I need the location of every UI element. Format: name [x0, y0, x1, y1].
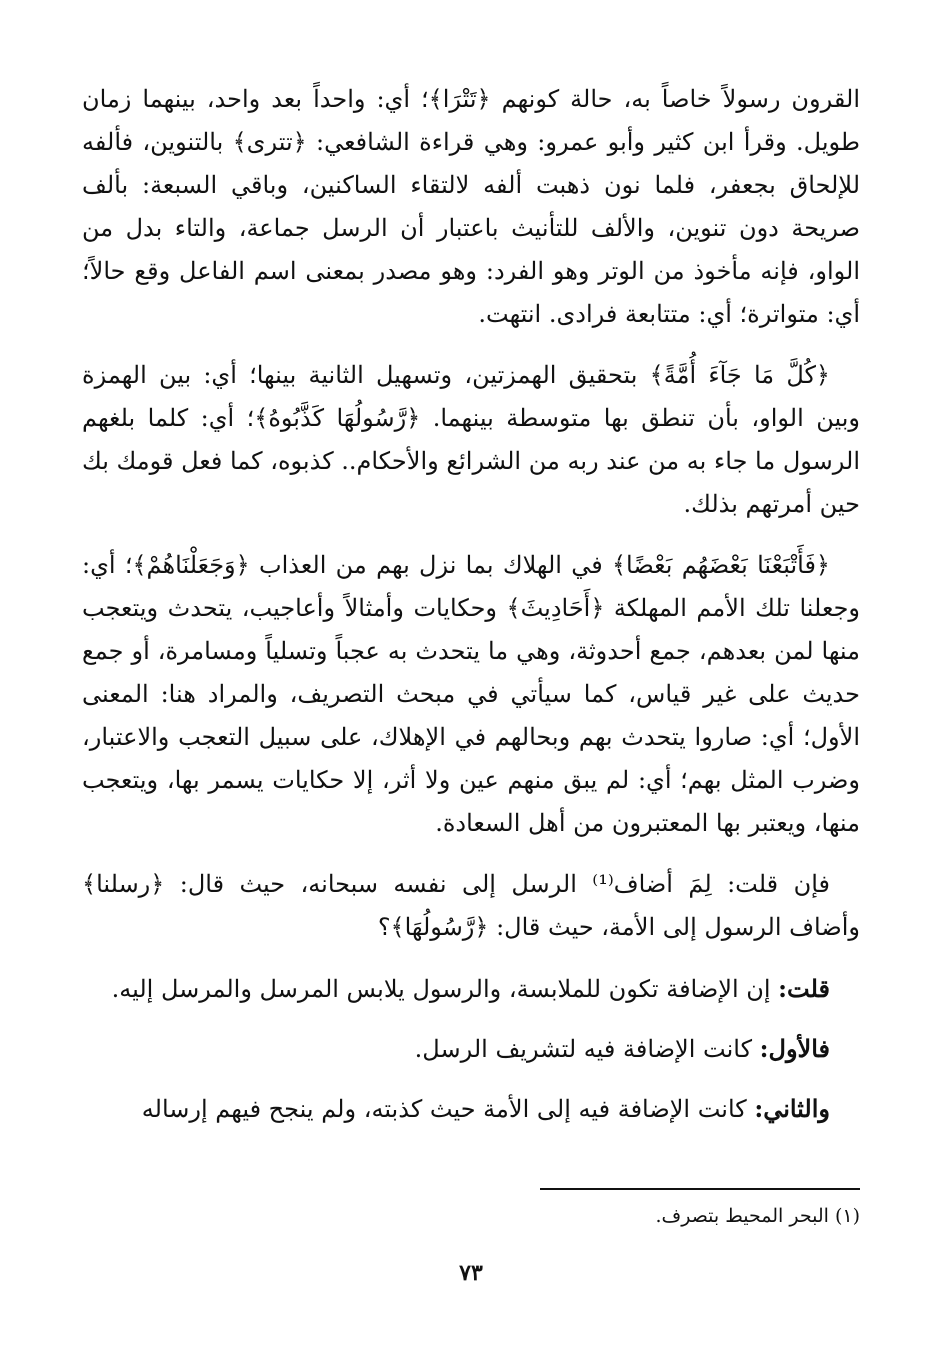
answer-label: قلت:: [778, 974, 830, 1003]
paragraph-fa-atbana: ﴿فَأَتْبَعْنَا بَعْضَهُم بَعْضًا﴾ في الهلاك بما نزل بهم من العذاب ﴿وَجَعَلْنَاهُمْ﴾؛ أي: وجعلنا تلك الأمم المهلكة ﴿أَحَادِيثَ﴾ وحكايات وأمثالاً وأعاجيب، يتحدث ويتعجب منها لمن بعدهم، جمع أحدوثة، وهي ما يتحدث به عجباً وتسلياً ومسامرة، أو جمع حديث على غير قياس، كما سيأتي في مبحث التصريف، والمراد هنا: المعنى الأول؛ أي: صاروا يتحدث بهم وبحالهم في الإهلاك، على سبيل التعجب والاعتبار، وضرب المثل بهم؛ أي: لم يبق منهم عين ولا أثر، إلا حكايات يسمر بها، ويتعجب منها، ويعتبر بها المعتبرون من أهل السعادة.: [82, 551, 860, 837]
first-point-text: كانت الإضافة فيه لتشريف الرسل.: [414, 1035, 760, 1063]
paragraph-first-point: [82, 1027, 860, 1071]
paragraph-kullama-jaa: ﴿كُلَّ مَا جَآءَ أُمَّةً﴾ بتحقيق الهمزتين، وتسهيل الثانية بينها؛ أي: بين الهمزة وبين الواو، بأن تنطق بها متوسطة بينهما. ﴿رَّسُولُهَا كَذَّبُوهُ﴾؛ أي: كلما بلغهم الرسول ما جاء به من عند ربه من الشرائع والأحكام.. كذبوه، كما فعل قومك بك حين أمرتهم بذلك.: [81, 361, 860, 518]
second-point-text: كانت الإضافة فيه إلى الأمة حيث كذبته، ولم ينجح فيهم إرساله: [141, 1095, 755, 1123]
footnote: (١) البحر المحيط بتصرف.: [655, 1205, 860, 1227]
answer-text: إن الإضافة تكون للملابسة، والرسول يلابس المرسل والمرسل إليه.: [111, 975, 779, 1003]
page-number: ٧٣: [459, 1260, 483, 1286]
paragraph-answer: [82, 967, 860, 1011]
paragraph-second-point: [82, 1087, 860, 1131]
second-point-label: والثاني:: [754, 1094, 830, 1123]
footnote-divider: [540, 1188, 860, 1190]
first-point-label: فالأول:: [759, 1034, 830, 1063]
paragraph-tatra: القرون رسولاً خاصاً به، حالة كونهم ﴿تَتْرَا﴾؛ أي: واحداً بعد واحد، بينهما زمان طويل. وقرأ ابن كثير وأبو عمرو: وهي قراءة الشافعي: ﴿تترى﴾ بالتنوين، فألفه للإلحاق بجعفر، فلما نون ذهبت ألفه لالتقاء الساكنين، وباقي السبعة: بألف صريحة دون تنوين، والألف للتأنيث باعتبار أن الرسل جماعة، والتاء بدل من الواو، فإنه مأخوذ من الوتر وهو الفرد: وهو مصدر بمعنى اسم الفاعل وقع حالاً؛ أي: متواترة؛ أي: متتابعة فرادى. انتهت.: [82, 85, 861, 328]
book-page: [82, 70, 860, 1350]
paragraph-question: فإن قلت: لِمَ أضاف⁽¹⁾ الرسل إلى نفسه سبحانه، حيث قال: ﴿رسلنا﴾ وأضاف الرسول إلى الأمة، حيث قال: ﴿رَّسُولُهَا﴾؟: [82, 870, 860, 941]
